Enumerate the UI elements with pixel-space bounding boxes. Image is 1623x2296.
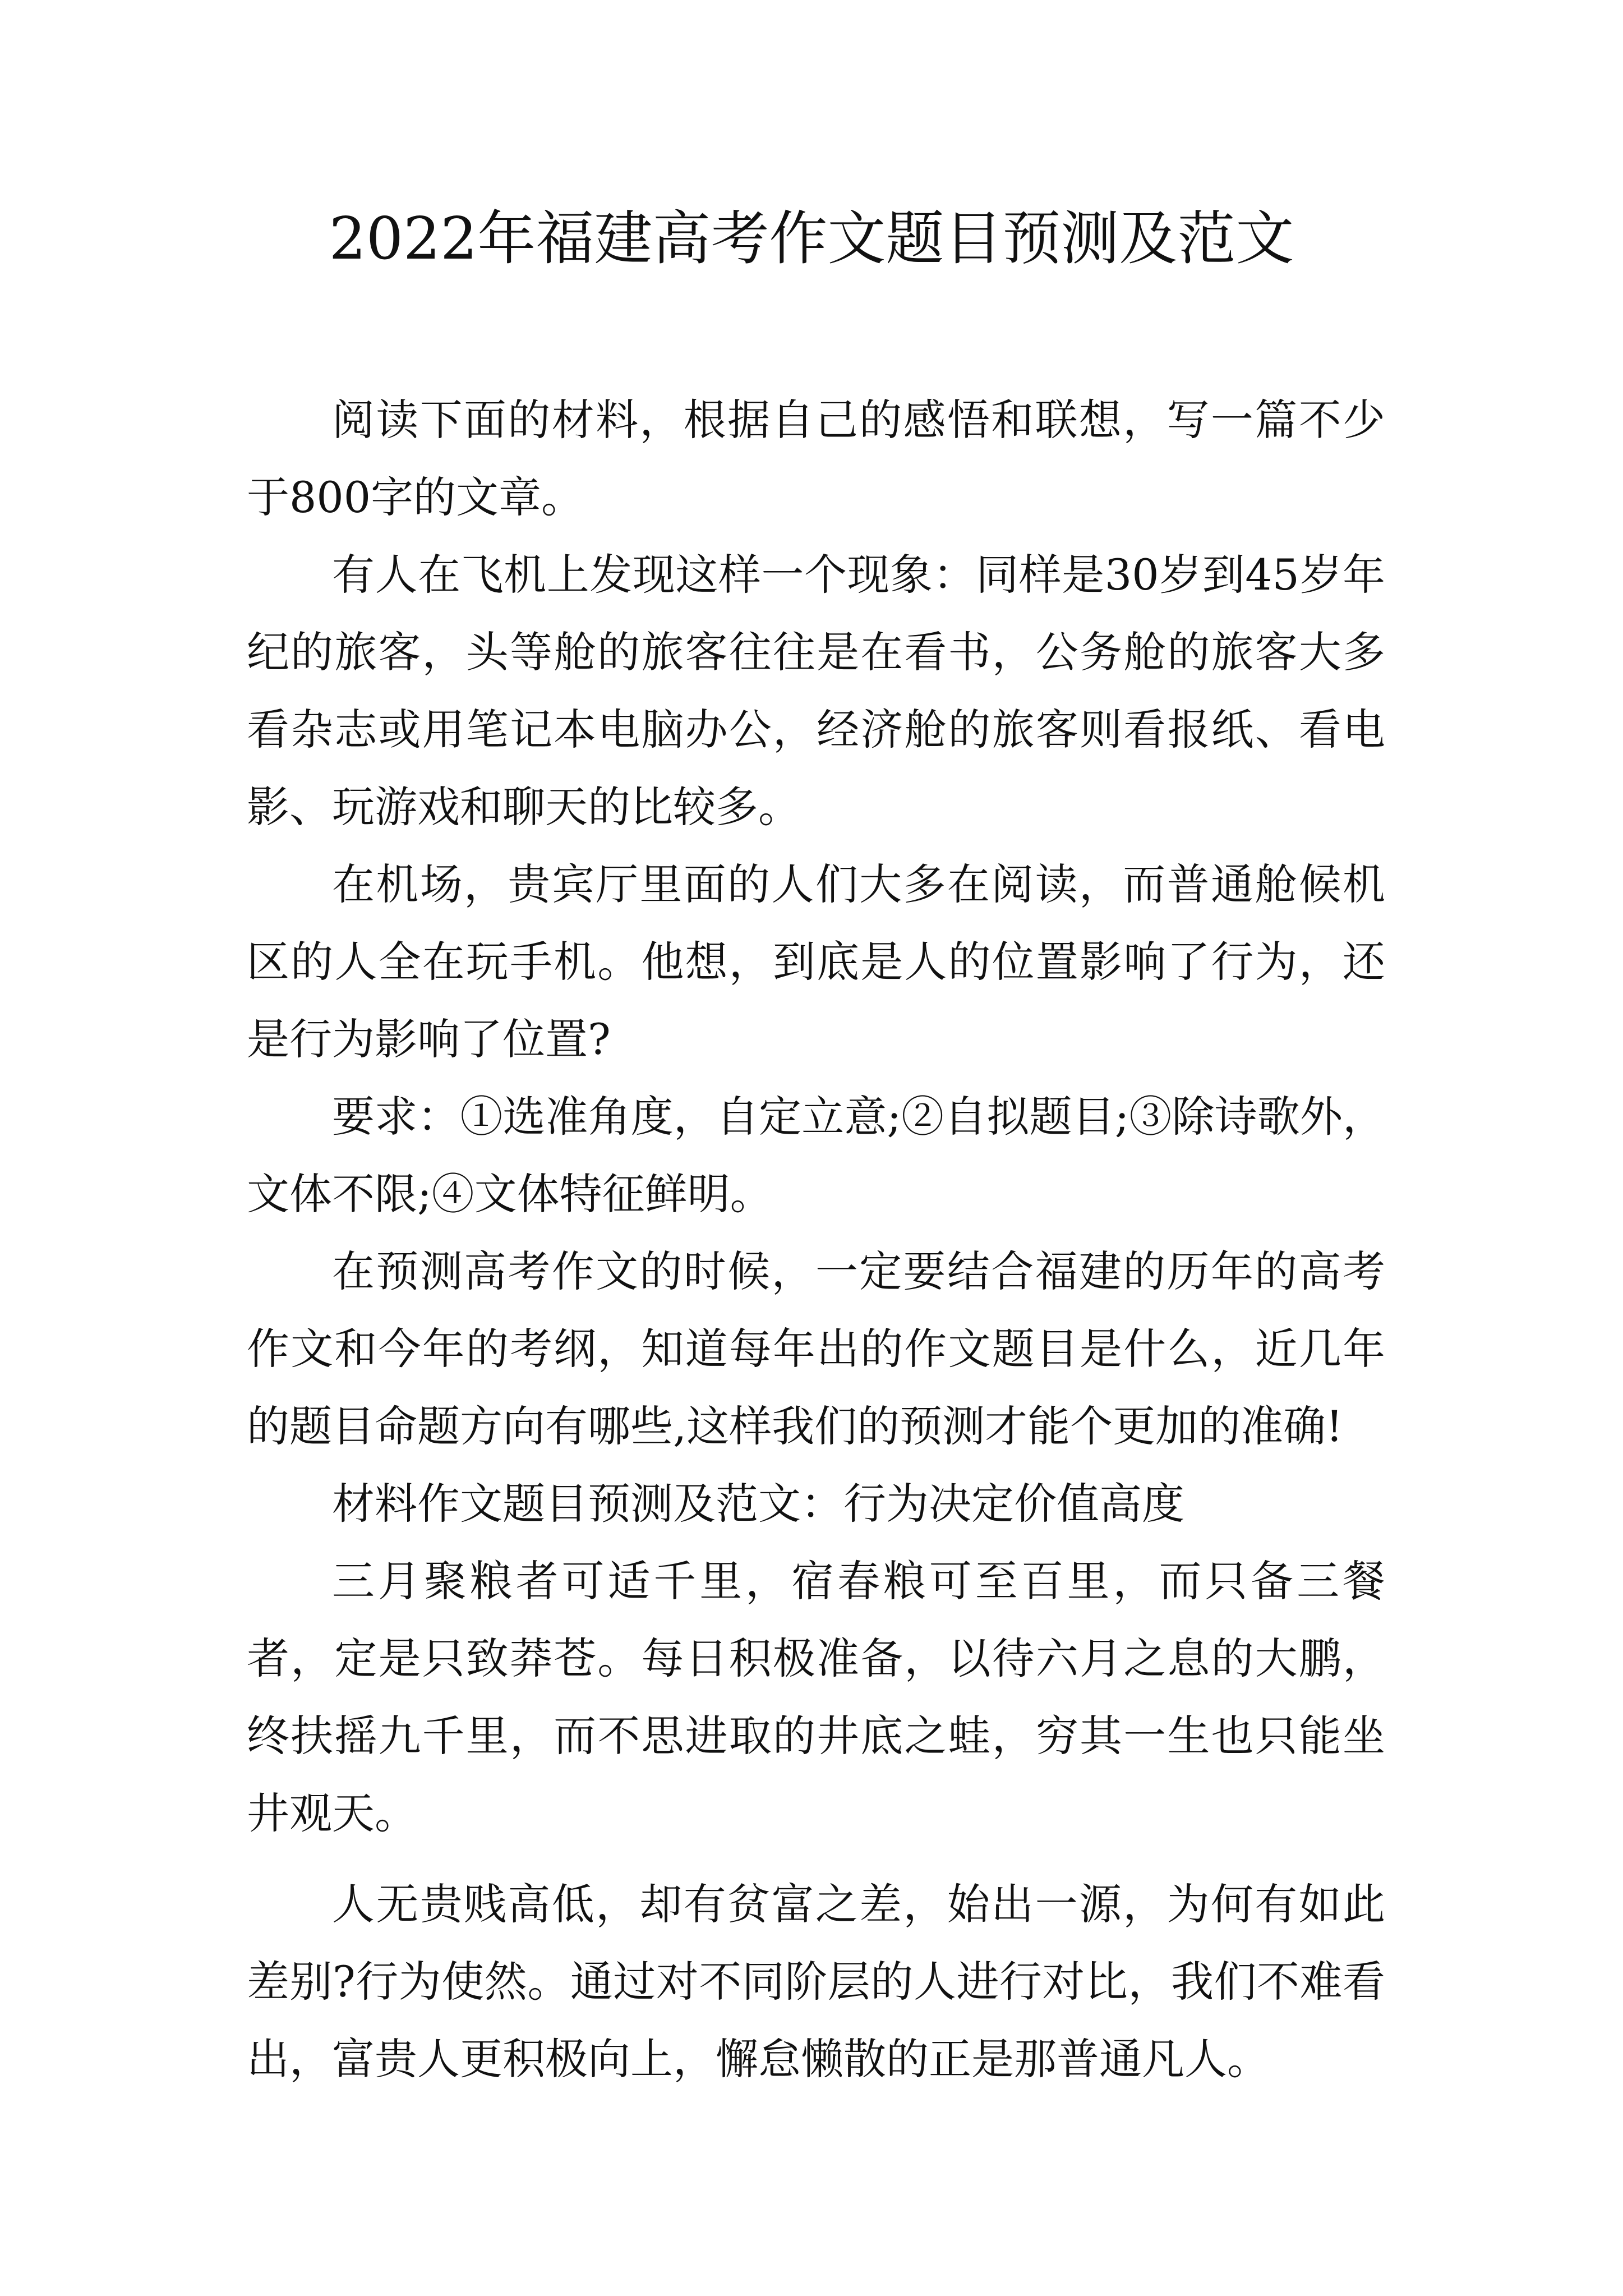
paragraph-airplane-phenomenon: 有人在飞机上发现这样一个现象：同样是30岁到45岁年纪的旅客，头等舱的旅客往往是在看书，公务舱的旅客大多看杂志或用笔记本电脑办公，经济舱的旅客则看报纸、看电影、玩游戏和聊天的比较多。 <box>247 550 1385 832</box>
paragraph-essay-2: 人无贵贱高低，却有贫富之差，始出一源，为何有如此差别?行为使然。通过对不同阶层的人进行对比，我们不难看出，富贵人更积极向上，懈怠懒散的正是那普通凡人。 <box>247 1879 1385 2084</box>
paragraph-essay-heading: 材料作文题目预测及范文：行为决定价值高度 <box>332 1479 1184 1529</box>
paragraph-airport: 在机场，贵宾厅里面的人们大多在阅读，而普通舱候机区的人全在玩手机。他想，到底是人的位置影响了行为，还是行为影响了位置? <box>247 859 1385 1064</box>
document-body <box>247 381 1385 2098</box>
paragraph-requirements: 要求：①选准角度，自定立意;②自拟题目;③除诗歌外，文体不限;④文体特征鲜明。 <box>247 1092 1385 1219</box>
paragraph-instruction: 阅读下面的材料，根据自己的感悟和联想，写一篇不少于800字的文章。 <box>247 395 1385 522</box>
paragraph-prediction-note: 在预测高考作文的时候，一定要结合福建的历年的高考作文和今年的考纲，知道每年出的作文题目是什么，近几年的题目命题方向有哪些,这样我们的预测才能个更加的准确! <box>247 1246 1385 1451</box>
page-title: 2022年福建高考作文题目预测及范文 <box>329 204 1294 273</box>
paragraph-essay-1: 三月聚粮者可适千里，宿春粮可至百里，而只备三餐者，定是只致莽苍。每日积极准备，以待六月之息的大鹏，终扶摇九千里，而不思进取的井底之蛙，穷其一生也只能坐井观天。 <box>247 1556 1385 1838</box>
